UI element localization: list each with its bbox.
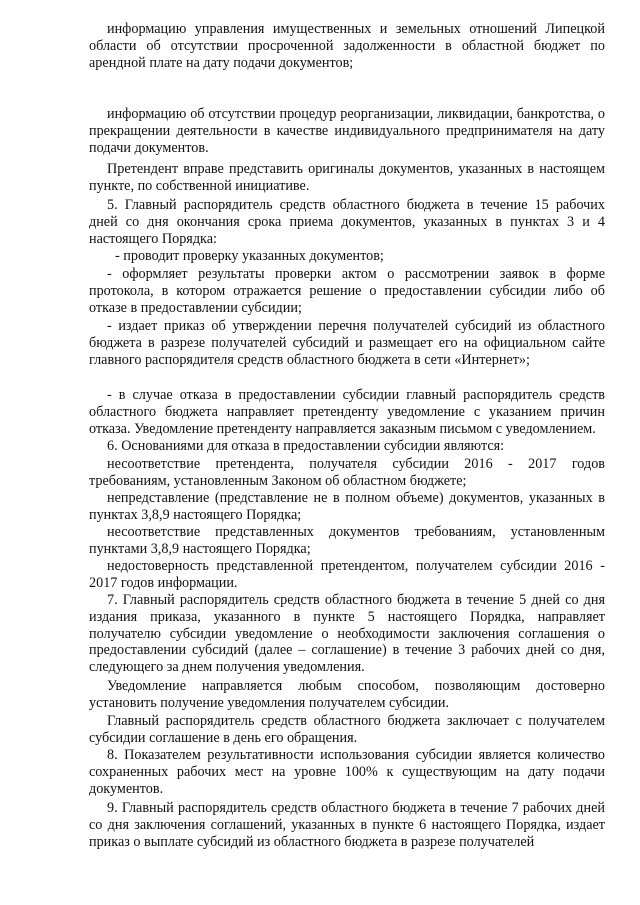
paragraph-item-8: 8. Показателем результативности использования субсидии является количество сохраненных рабочих мест на уровне 100% к существующим на дату подачи документов.	[89, 747, 605, 797]
paragraph-item-6: 6. Основаниями для отказа в предоставлении субсидии являются:	[107, 438, 505, 454]
paragraph-check-documents: - проводит проверку указанных документов;	[115, 248, 384, 264]
paragraph-refusal-notice: - в случае отказа в предоставлении субсидии главный распорядитель средств областного бюджета направляет претенденту уведомление с указанием причин отказа. Уведомление претенденту направляется заказным письмом с уведомлением.	[89, 387, 605, 437]
paragraph-nonsubmission: непредставление (представление не в полном объеме) документов, указанных в пунктах 3,8,9 настоящего Порядка;	[89, 490, 605, 523]
paragraph-protocol: - оформляет результаты проверки актом о рассмотрении заявок в форме протокола, в котором отражается решение о предоставлении субсидии либо об отказе в предоставлении субсидии;	[89, 266, 605, 316]
paragraph-originals-right: Претендент вправе представить оригиналы документов, указанных в настоящем пункте, по собственной инициативе.	[89, 161, 605, 194]
paragraph-reorganization-info: информацию об отсутствии процедур реорганизации, ликвидации, банкротства, о прекращении деятельности в качестве индивидуального предпринимателя на дату подачи документов.	[89, 106, 605, 156]
paragraph-item-5: 5. Главный распорядитель средств областного бюджета в течение 15 рабочих дней со дня окончания срока приема документов, указанных в пунктах 3 и 4 настоящего Порядка:	[89, 197, 605, 247]
paragraph-item-9: 9. Главный распорядитель средств областного бюджета в течение 7 рабочих дней со дня заключения соглашений, указанных в пункте 6 настоящего Порядка, издает приказ о выплате субсидий из областного бюджета в разрезе получателей	[89, 800, 605, 850]
paragraph-order-list: - издает приказ об утверждении перечня получателей субсидий из областного бюджета в разрезе получателей субсидий и размещает его на официальном сайте главного распорядителя средств областного бюджета в сети «Интернет»;	[89, 318, 605, 368]
paragraph-documents-mismatch: несоответствие представленных документов требованиям, установленным пунктами 3,8,9 настоящего Порядка;	[89, 524, 605, 557]
paragraph-item-7: 7. Главный распорядитель средств областного бюджета в течение 5 дней со дня издания приказа, указанного в пункте 5 настоящего Порядка, направляет получателю субсидии уведомление о необходимости заключения соглашения о предоставлении субсидий (далее – соглашение) в течение 3 рабочих дней со дня, следующего за днем получения уведомления.	[89, 592, 605, 676]
paragraph-agreement: Главный распорядитель средств областного бюджета заключает с получателем субсидии соглашение в день его обращения.	[89, 713, 605, 746]
paragraph-unreliable-info: недостоверность представленной претендентом, получателем субсидии 2016 - 2017 годов информации.	[89, 558, 605, 591]
paragraph-noncompliance: несоответствие претендента, получателя субсидии 2016 - 2017 годов требованиям, установленным Законом об областном бюджете;	[89, 456, 605, 489]
paragraph-notice-method: Уведомление направляется любым способом, позволяющим достоверно установить получение уведомления получателем субсидии.	[89, 678, 605, 711]
paragraph-rental-debt-info: информацию управления имущественных и земельных отношений Липецкой области об отсутствии просроченной задолженности в областной бюджет по арендной плате на дату подачи документов;	[89, 21, 605, 71]
